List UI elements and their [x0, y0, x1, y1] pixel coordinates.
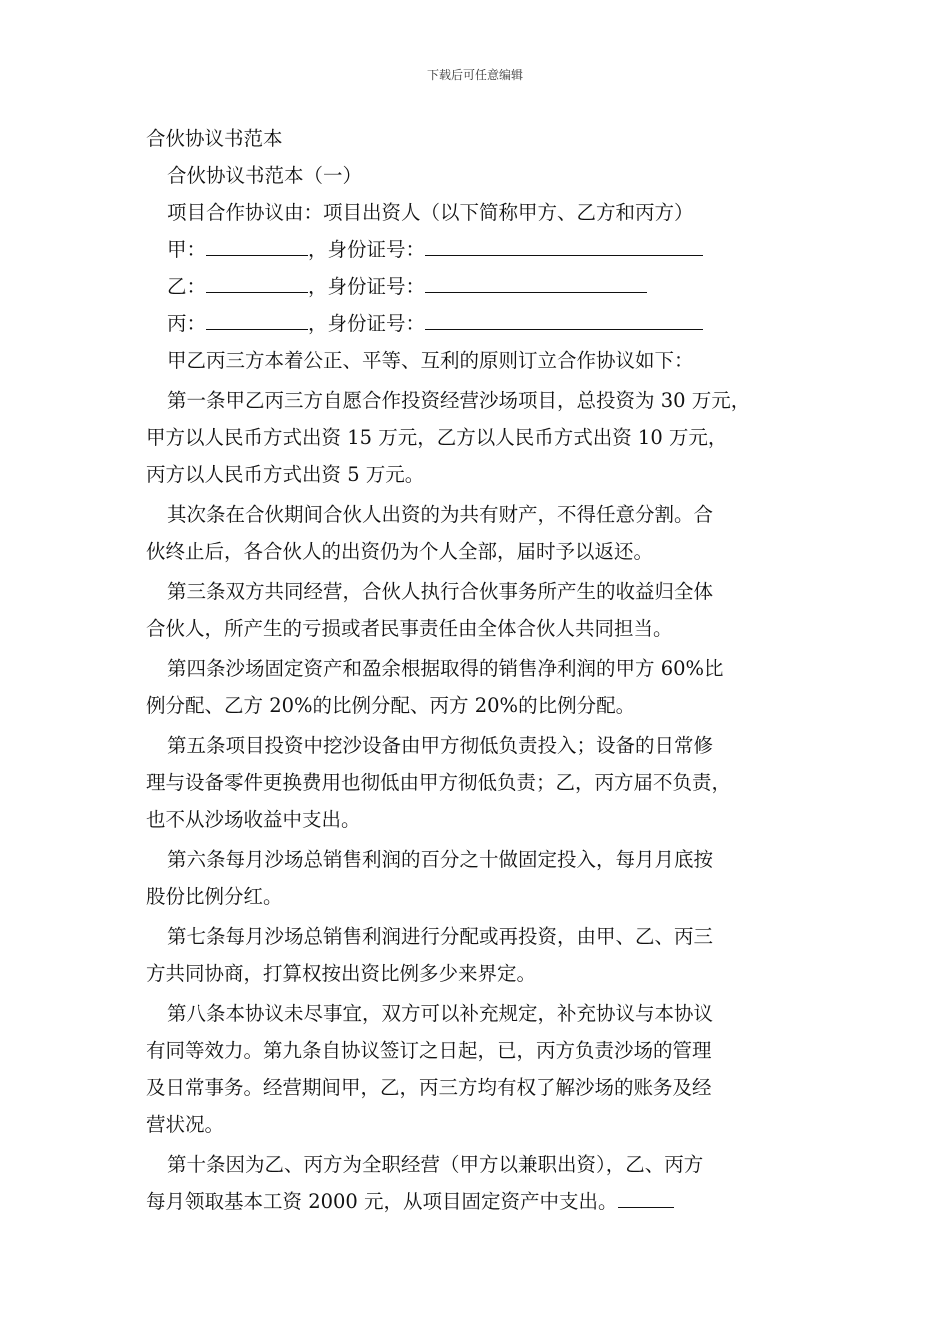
document-subtitle: 合伙协议书范本（一）	[167, 164, 363, 187]
article-line: 第六条每月沙场总销售利润的百分之十做固定投入，每月月底按	[167, 848, 714, 871]
article-line: 第七条每月沙场总销售利润进行分配或再投资，由甲、乙、丙三	[167, 925, 714, 948]
party-id-blank[interactable]	[425, 306, 703, 330]
article-line: 股份比例分红。	[146, 885, 283, 908]
article-line: 营状况。	[146, 1113, 225, 1136]
article-line: 每月领取基本工资 2000 元，从项目固定资产中支出。	[146, 1190, 618, 1213]
trailing-blank[interactable]	[618, 1184, 674, 1208]
document-body	[146, 120, 826, 1220]
party-id-label: ，身份证号：	[308, 238, 426, 261]
party-row-yi	[146, 268, 826, 305]
article-5	[146, 727, 826, 838]
article-2	[146, 496, 826, 570]
article-line: 其次条在合伙期间合伙人出资的为共有财产，不得任意分割。合	[167, 503, 714, 526]
article-line: 理与设备零件更换费用也彻低由甲方彻低负责；乙，丙方届不负责，	[146, 771, 732, 794]
article-line: 第三条双方共同经营，合伙人执行合伙事务所产生的收益归全体	[167, 580, 714, 603]
article-last-line	[146, 1183, 826, 1220]
page-header: 下载后可任意编辑	[426, 68, 523, 82]
article-line: 及日常事务。经营期间甲，乙，丙三方均有权了解沙场的账务及经	[146, 1076, 712, 1099]
article-line: 也不从沙场收益中支出。	[146, 808, 361, 831]
document-title: 合伙协议书范本	[146, 127, 283, 150]
article-10	[146, 1146, 826, 1220]
preamble-line: 甲乙丙三方本着公正、平等、互利的原则订立合作协议如下：	[167, 349, 694, 372]
article-line: 第一条甲乙丙三方自愿合作投资经营沙场项目，总投资为 30 万元，	[167, 389, 751, 412]
article-8	[146, 995, 826, 1143]
article-line: 甲方以人民币方式出资 15 万元，乙方以人民币方式出资 10 万元，	[146, 426, 728, 449]
article-7	[146, 918, 826, 992]
article-line: 第十条因为乙、丙方为全职经营（甲方以兼职出资），乙、丙方	[167, 1153, 704, 1176]
article-line: 伙终止后，各合伙人的出资仍为个人全部，届时予以返还。	[146, 540, 654, 563]
article-line: 例分配、乙方 20%的比例分配、丙方 20%的比例分配。	[146, 694, 636, 717]
article-line: 第五条项目投资中挖沙设备由甲方彻低负责投入；设备的日常修	[167, 734, 714, 757]
party-id-blank[interactable]	[425, 232, 703, 256]
article-line: 第八条本协议未尽事宜，双方可以补充规定，补充协议与本协议	[167, 1002, 714, 1025]
party-id-label: ，身份证号：	[308, 275, 426, 298]
article-line: 丙方以人民币方式出资 5 万元。	[146, 463, 425, 486]
party-name-blank[interactable]	[206, 306, 308, 330]
party-id-label: ，身份证号：	[308, 312, 426, 335]
party-name-label: 丙：	[167, 312, 207, 335]
party-name-blank[interactable]	[206, 269, 308, 293]
party-id-blank[interactable]	[425, 269, 647, 293]
party-name-blank[interactable]	[206, 232, 308, 256]
intro-line: 项目合作协议由：项目出资人（以下简称甲方、乙方和丙方）	[167, 201, 694, 224]
article-line: 方共同协商，打算权按出资比例多少来界定。	[146, 962, 537, 985]
article-3	[146, 573, 826, 647]
party-row-jia	[146, 231, 826, 268]
article-1	[146, 382, 826, 493]
party-row-bing	[146, 305, 826, 342]
party-name-label: 甲：	[167, 238, 207, 261]
article-4	[146, 650, 826, 724]
article-6	[146, 841, 826, 915]
article-line: 有同等效力。第九条自协议签订之日起，已，丙方负责沙场的管理	[146, 1039, 712, 1062]
party-name-label: 乙：	[167, 275, 207, 298]
article-line: 第四条沙场固定资产和盈余根据取得的销售净利润的甲方 60%比	[167, 657, 724, 680]
article-line: 合伙人，所产生的亏损或者民事责任由全体合伙人共同担当。	[146, 617, 673, 640]
